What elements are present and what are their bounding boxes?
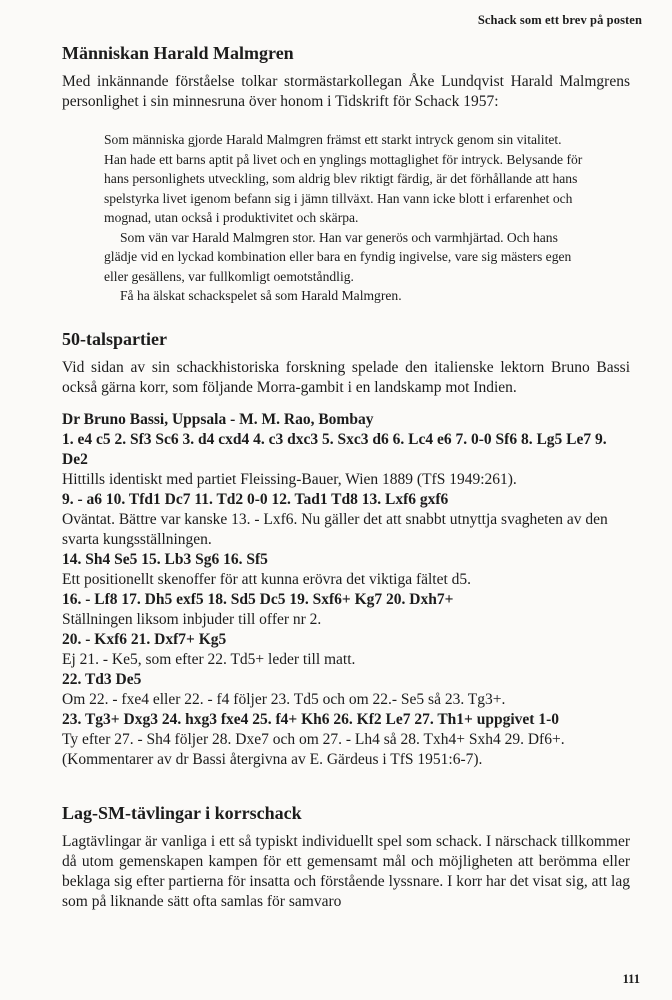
move-line: 20. - Kxf6 21. Dxf7+ Kg5 [62,630,227,648]
section-intro-malmgren: Med inkännande förståelse tolkar stormästarkollegan Åke Lundqvist Harald Malmgrens personlighet i sin minnesruna över honom i Tidskrift för Schack 1957: [62,73,630,110]
section-intro-50-tal: Vid sidan av sin schackhistoriska forskning spelade den italienske lektorn Bruno Bassi också gärna korr, som följande Morra-gambit i en landskamp mot Indien. [62,358,630,396]
move-line: 23. Tg3+ Dxg3 24. hxg3 fxe4 25. f4+ Kh6 26. Kf2 Le7 27. Th1+ uppgivet 1-0 [62,710,559,728]
annotation-line: Ställningen liksom inbjuder till offer nr 2. [62,610,322,628]
annotation-line: Ty efter 27. - Sh4 följer 28. Dxe7 och om 27. - Lh4 så 28. Txh4+ Sxh4 29. Df6+. (Kommentarer av dr Bassi återgivna av E. Gärdeus i TfS 1951:6-7). [62,730,565,768]
section-heading-malmgren: Människan Harald Malmgren [62,43,294,63]
section-heading-50-tal: 50-talspartier [62,328,167,349]
game-notation [62,430,630,770]
block-quote [104,130,586,306]
annotation-line: Oväntat. Bättre var kanske 13. - Lxf6. Nu gäller det att snabbt utnyttja svagheten av den svarta kungsställningen. [62,510,608,548]
page-content [62,42,630,912]
quote-paragraph: Få ha älskat schackspelet så som Harald Malmgren. [120,288,402,303]
quote-paragraph: Som människa gjorde Harald Malmgren främst ett starkt intryck genom sin vitalitet. Han hade ett barns aptit på livet och en ynglings mottaglighet för intryck. Belysande för hans personlighets utveckling, som aldrig blev riktigt färdig, är det förhållande att hans spelstyrka livet igenom befann sig i jämn tillväxt. Han vann icke blott i erfarenhet och mognad, utan också i produktivitet och skärpa. [104,132,583,225]
move-line: 14. Sh4 Se5 15. Lb3 Sg6 16. Sf5 [62,550,268,568]
page-number: 111 [622,972,640,986]
annotation-line: Om 22. - fxe4 eller 22. - f4 följer 23. Td5 och om 22.- Se5 så 23. Tg3+. [62,690,506,708]
quote-paragraph: Som vän var Harald Malmgren stor. Han var generös och varmhjärtad. Och hans glädje vid en lyckad kombination eller bara en fyndig ingivelse, vare sig mästers egen eller gesällens, var fullkomligt oemotståndlig. [104,229,572,284]
move-line: 9. - a6 10. Tfd1 Dc7 11. Td2 0-0 12. Tad1 Td8 13. Lxf6 gxf6 [62,490,449,508]
move-line: 16. - Lf8 17. Dh5 exf5 18. Sd5 Dc5 19. Sxf6+ Kg7 20. Dxh7+ [62,590,454,608]
game-header: Dr Bruno Bassi, Uppsala - M. M. Rao, Bombay [62,410,374,428]
running-head: Schack som ett brev på posten [477,13,642,27]
move-line: 1. e4 c5 2. Sf3 Sc6 3. d4 cxd4 4. c3 dxc3 5. Sxc3 d6 6. Lc4 e6 7. 0-0 Sf6 8. Lg5 Le7 9. De2 [62,430,607,468]
section-heading-lag-sm: Lag-SM-tävlingar i korrschack [62,802,302,823]
annotation-line: Ej 21. - Ke5, som efter 22. Td5+ leder till matt. [62,650,356,668]
annotation-line: Hittills identiskt med partiet Fleissing-Bauer, Wien 1889 (TfS 1949:261). [62,470,517,488]
section-body-lag-sm: Lagtävlingar är vanliga i ett så typiskt individuellt spel som schack. I närschack tillkommer då utom gemenskapen kampen för ett gemensamt mål och möjligheten att berömma eller beklaga sig efter partierna för insatta och förstående lyssnare. I korr har det visat sig, att lag som på liknande sätt ofta samlas för samvaro [62,832,630,910]
move-line: 22. Td3 De5 [62,670,142,688]
annotation-line: Ett positionellt skenoffer för att kunna erövra det viktiga fältet d5. [62,570,472,588]
